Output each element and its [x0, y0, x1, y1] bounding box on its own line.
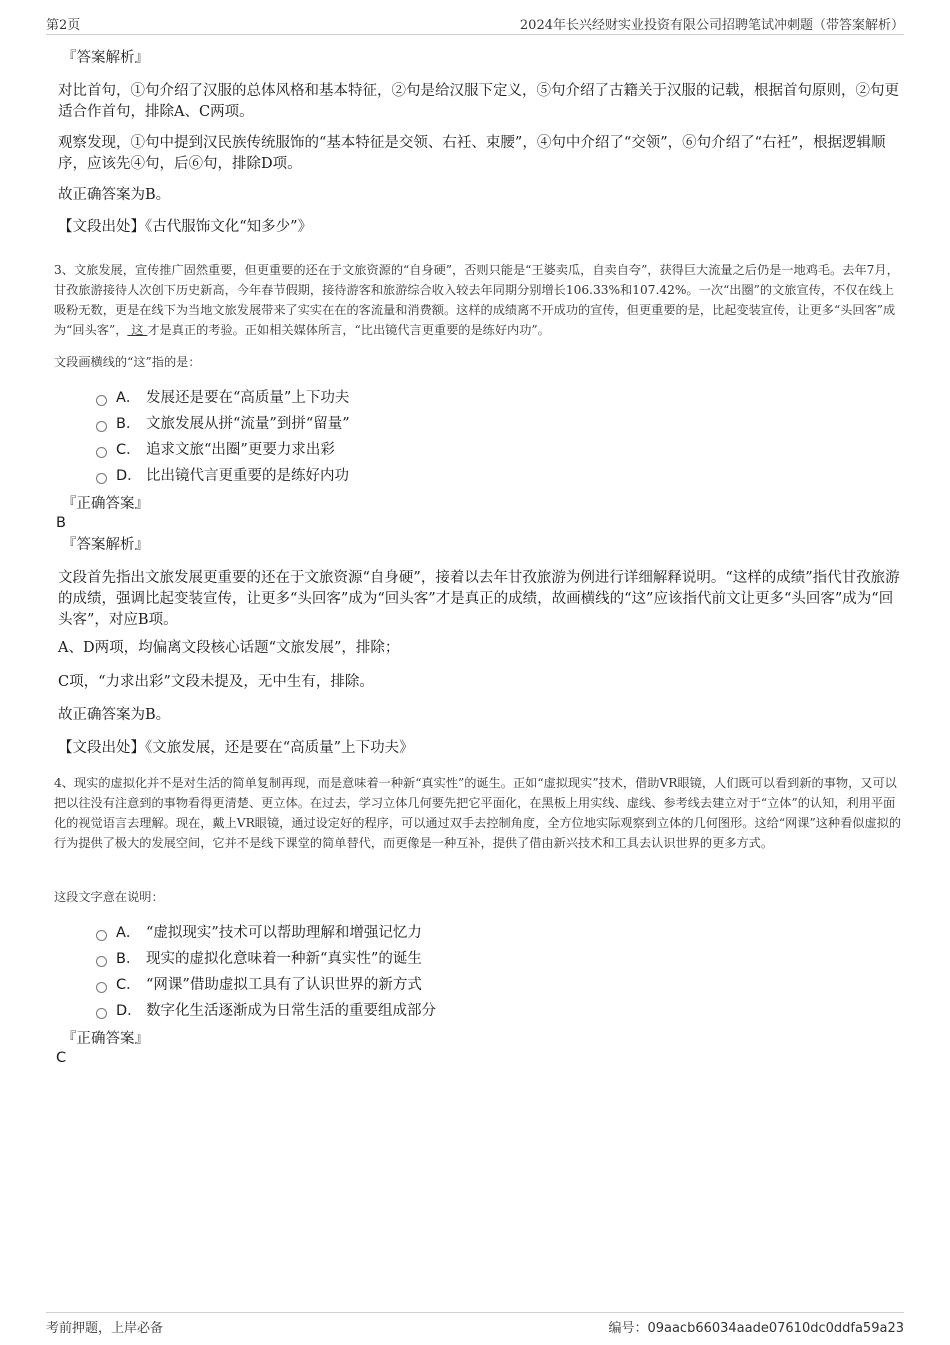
- q3-answer: B: [56, 515, 66, 531]
- q3-option-b[interactable]: [96, 413, 350, 435]
- radio-icon[interactable]: [96, 982, 107, 993]
- option-text: “虚拟现实”技术可以帮助理解和增强记忆力: [146, 925, 422, 941]
- q3-correct-label: 『正确答案』: [62, 496, 149, 512]
- option-letter: A．: [116, 925, 141, 941]
- q2-analysis-conclusion: 故正确答案为B。: [58, 187, 171, 203]
- radio-icon[interactable]: [96, 395, 107, 406]
- q3-prompt: 文段画横线的“这”指的是：: [54, 355, 201, 369]
- q2-source: 【文段出处】《古代服饰文化“知多少”》: [58, 219, 313, 235]
- option-text: 数字化生活逐渐成为日常生活的重要组成部分: [146, 1003, 436, 1019]
- q3-analysis-paragraph-3: C项，“力求出彩”文段未提及，无中生有，排除。: [58, 674, 374, 690]
- q4-correct-label: 『正确答案』: [62, 1031, 149, 1047]
- q4-prompt: 这段文字意在说明：: [54, 890, 164, 904]
- option-text: 比出镜代言更重要的是练好内功: [146, 468, 349, 484]
- radio-icon[interactable]: [96, 421, 107, 432]
- q3-passage-text-a: 3、文旅发展，宣传推广固然重要，但更重要的还在于文旅资源的“自身硬”，否则只能是“王婆卖瓜，自卖自夸”，获得巨大流量之后仍是一地鸡毛。去年7月，甘孜旅游接待人次创下历史新高，今年春节假期，接待游客和旅游综合收入较去年同期分别增长106.33%和107.42%。一次“出圈”的文旅宣传，不仅在线上吸粉无数，更是在线下为当地文旅发展带来了实实在在的客流量和消费额。这样的成绩离不开成功的宣传，但更重要的是，比起变装宣传，让更多“头回客”成为“回头客”，: [54, 263, 899, 337]
- option-letter: D．: [116, 468, 142, 484]
- footer-code: [608, 1317, 904, 1336]
- q4-passage: 4、现实的虚拟化并不是对生活的简单复制再现，而是意味着一种新“真实性”的诞生。正如“虚拟现实”技术，借助VR眼镜，人们既可以看到新的事物，又可以把以往没有注意到的事物看得更清楚、更立体。在过去，学习立体几何要先把它平面化，在黑板上用实线、虚线、参考线去建立对于“立体”的认知，利用平面化的视觉语言去理解。现在，戴上VR眼镜，通过设定好的程序，可以通过双手去控制角度，全方位地实际观察到立体的几何图形。这给“网课”这种看似虚拟的行为提供了极大的发展空间，它并不是线下课堂的简单替代，而更像是一种互补，提供了借由新兴技术和工具去认识世界的更多方式。: [54, 776, 902, 850]
- radio-icon[interactable]: [96, 956, 107, 967]
- q2-analysis-paragraph-2: 观察发现，①句中提到汉民族传统服饰的“基本特征是交领、右衽、束腰”，④句中介绍了“交领”，⑥句介绍了“右衽”，根据逻辑顺序，应该先④句，后⑥句，排除D项。: [58, 135, 886, 172]
- radio-icon[interactable]: [96, 930, 107, 941]
- q3-analysis-paragraph-1: 文段首先指出文旅发展更重要的还在于文旅资源“自身硬”，接着以去年甘孜旅游为例进行详细解释说明。“这样的成绩”指代甘孜旅游的成绩，强调比起变装宣传，让更多“头回客”成为“回头客”才是真正的成绩，故画横线的“这”应该指代前文让更多“头回客”成为“回头客”，对应B项。: [58, 570, 900, 628]
- q3-underlined-word: 这: [127, 323, 148, 337]
- option-text: 现实的虚拟化意味着一种新“真实性”的诞生: [146, 951, 422, 967]
- q3-option-c[interactable]: [96, 439, 335, 461]
- footer-code-label: 编号：: [608, 1321, 648, 1336]
- option-letter: B．: [116, 416, 141, 432]
- option-letter: A．: [116, 390, 141, 406]
- q3-analysis-conclusion: 故正确答案为B。: [58, 707, 171, 723]
- q4-option-a[interactable]: [96, 922, 422, 944]
- page-header: [46, 14, 904, 35]
- option-letter: C．: [116, 977, 141, 993]
- q3-analysis-paragraph-2: A、D两项，均偏离文段核心话题“文旅发展”，排除；: [58, 640, 400, 656]
- option-text: 文旅发展从拼“流量”到拼“留量”: [146, 416, 350, 432]
- option-text: 追求文旅“出圈”更要力求出彩: [146, 442, 335, 458]
- q4-option-c[interactable]: [96, 974, 422, 996]
- radio-icon[interactable]: [96, 1008, 107, 1019]
- document-title: 2024年长兴经财实业投资有限公司招聘笔试冲刺题（带答案解析）: [519, 18, 904, 33]
- q2-analysis-paragraph-1: 对比首句，①句介绍了汉服的总体风格和基本特征，②句是给汉服下定义，⑤句介绍了古籍关于汉服的记载，根据首句原则，②句更适合作首句，排除A、C两项。: [58, 83, 899, 120]
- q3-option-a[interactable]: [96, 387, 349, 409]
- option-text: “网课”借助虚拟工具有了认识世界的新方式: [146, 977, 422, 993]
- q3-passage: [54, 260, 902, 340]
- q3-option-d[interactable]: [96, 465, 349, 487]
- footer-code-value: 09aacb66034aade07610dc0ddfa59a23: [647, 1321, 904, 1336]
- q3-source: 【文段出处】《文旅发展，还是要在“高质量”上下功夫》: [58, 740, 414, 756]
- option-text: 发展还是要在“高质量”上下功夫: [146, 390, 350, 406]
- footer-slogan: 考前押题，上岸必备: [46, 1321, 164, 1336]
- q3-analysis-label: 『答案解析』: [62, 537, 149, 553]
- radio-icon[interactable]: [96, 447, 107, 458]
- option-letter: C．: [116, 442, 141, 458]
- q4-option-d[interactable]: [96, 1000, 436, 1022]
- page-footer: [46, 1312, 904, 1335]
- option-letter: B．: [116, 951, 141, 967]
- option-letter: D．: [116, 1003, 142, 1019]
- radio-icon[interactable]: [96, 473, 107, 484]
- q3-passage-text-b: 才是真正的考验。正如相关媒体所言，“比出镜代言更重要的是练好内功”。: [147, 323, 550, 337]
- q4-option-b[interactable]: [96, 948, 422, 970]
- q2-analysis-label: 『答案解析』: [62, 50, 149, 66]
- q4-answer: C: [56, 1050, 67, 1066]
- page-number: 第2页: [46, 18, 81, 33]
